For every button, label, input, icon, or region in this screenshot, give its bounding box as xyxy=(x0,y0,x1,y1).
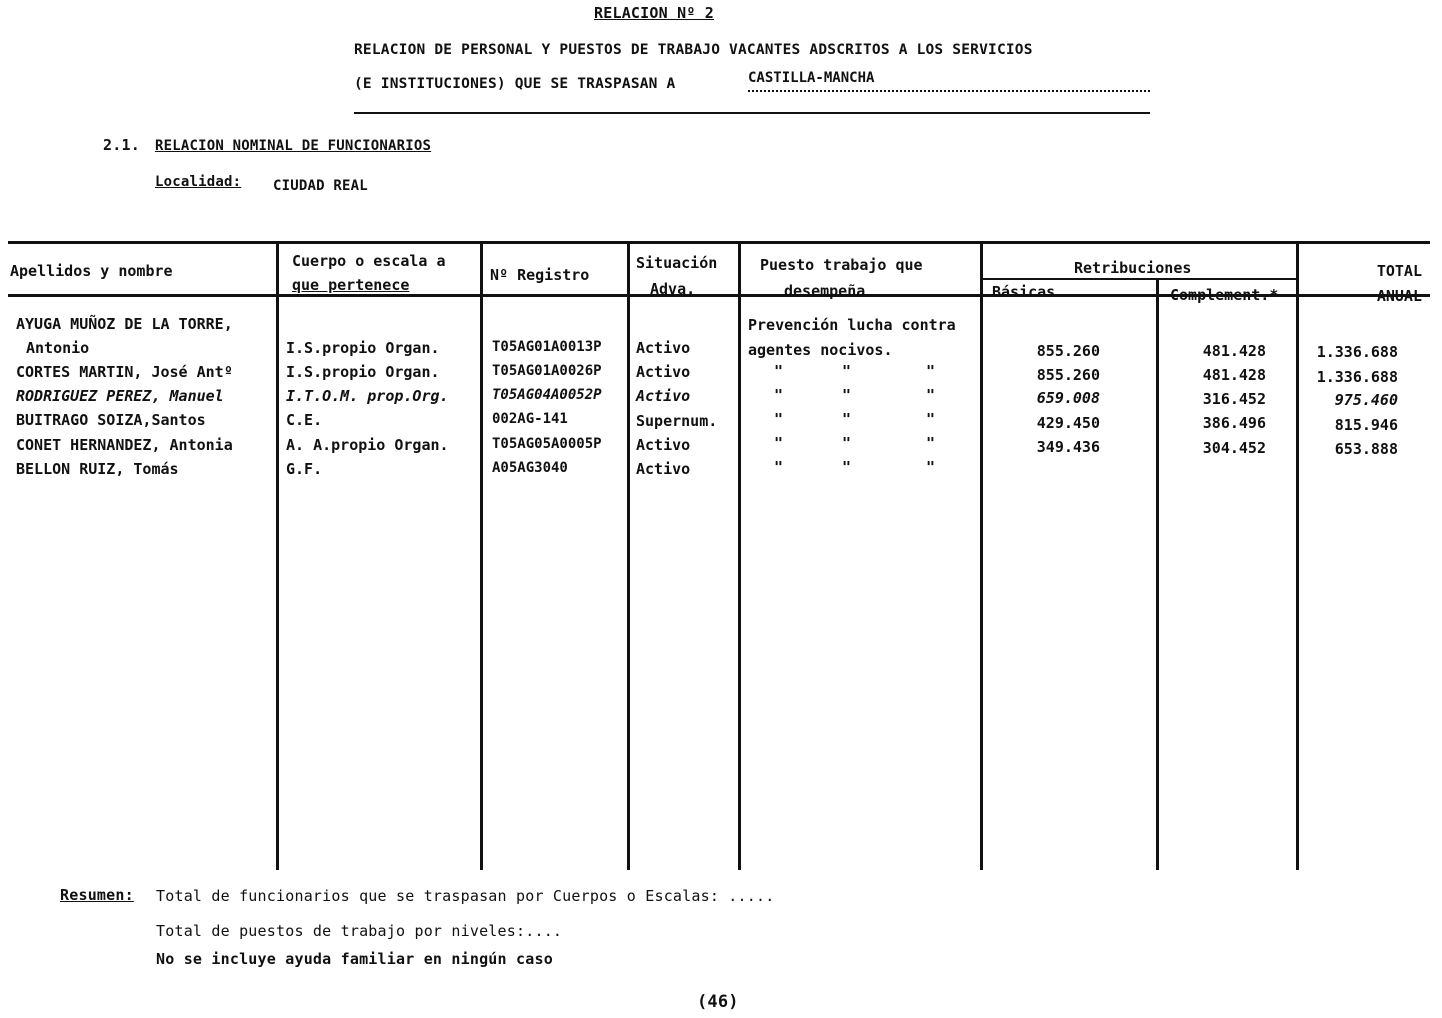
cell-nombre: BUITRAGO SOIZA,Santos xyxy=(16,411,206,429)
ditto-mark: " xyxy=(774,410,784,428)
ditto-mark: " xyxy=(926,458,936,476)
cell-cuerpo: A. A.propio Organ. xyxy=(286,436,449,454)
cell-nombre: BELLON RUIZ, Tomás xyxy=(16,460,179,478)
ditto-mark: " xyxy=(926,434,936,452)
cell-nombre: AYUGA MUÑOZ DE LA TORRE, xyxy=(16,315,233,333)
cell-situacion: Supernum. xyxy=(636,412,718,430)
header-situacion: Situación xyxy=(636,254,718,272)
cell-situacion: Activo xyxy=(636,436,691,454)
retribuciones-rule xyxy=(982,278,1298,280)
summary-line1: Total de funcionarios que se traspasan por Cuerpos o Escalas: ..... xyxy=(156,887,775,905)
cell-complement: 481.428 xyxy=(1202,366,1266,384)
cell-nombre: RODRIGUEZ PEREZ, Manuel xyxy=(16,387,224,405)
cell-registro: A05AG3040 xyxy=(492,460,568,476)
ditto-mark: " xyxy=(774,386,784,404)
ditto-mark: " xyxy=(774,458,784,476)
cell-total: 815.946 xyxy=(1334,416,1398,434)
cell-complement: 481.428 xyxy=(1202,342,1266,360)
header-total-line2: ANUAL xyxy=(1376,287,1422,305)
cell-basicas: 349.436 xyxy=(1036,438,1100,456)
header-cuerpo-line2: que pertenece xyxy=(292,276,410,294)
summary-line3: No se incluye ayuda familiar en ningún caso xyxy=(156,950,553,968)
column-divider xyxy=(1156,280,1159,870)
cell-registro: T05AG04A0052P xyxy=(492,387,602,403)
ditto-mark: " xyxy=(842,410,852,428)
page-number: (46) xyxy=(697,992,739,1012)
relation-number: RELACION Nº 2 xyxy=(594,4,714,22)
ditto-mark: " xyxy=(774,434,784,452)
header-total: TOTAL xyxy=(1376,262,1422,280)
summary-label: Resumen: xyxy=(60,886,134,904)
ditto-mark: " xyxy=(842,386,852,404)
column-divider xyxy=(276,244,279,870)
ditto-mark: " xyxy=(842,458,852,476)
header-puesto: Puesto trabajo que xyxy=(760,256,923,274)
localidad-label: Localidad: xyxy=(155,174,242,190)
cell-total: 1.336.688 xyxy=(1316,368,1398,386)
header-puesto-line2: desempeña xyxy=(784,282,866,300)
header-retribuciones: Retribuciones xyxy=(1074,259,1192,277)
cell-registro: 002AG-141 xyxy=(492,411,568,427)
cell-nombre: CONET HERNANDEZ, Antonia xyxy=(16,436,233,454)
ditto-mark: " xyxy=(926,362,936,380)
cell-situacion: Activo xyxy=(636,460,691,478)
cell-complement: 386.496 xyxy=(1202,414,1266,432)
cell-situacion: Activo xyxy=(636,339,691,357)
header-basicas: Básicas xyxy=(992,283,1056,301)
heading-rule xyxy=(354,112,1150,114)
cell-basicas: 855.260 xyxy=(1036,366,1100,384)
document-heading-line2: (E INSTITUCIONES) QUE SE TRASPASAN A xyxy=(354,76,676,92)
cell-situacion: Activo xyxy=(636,387,691,405)
cell-registro: T05AG01A0013P xyxy=(492,339,602,355)
cell-registro: T05AG05A0005P xyxy=(492,436,602,452)
header-registro: Nº Registro xyxy=(490,266,590,284)
column-divider xyxy=(738,244,741,870)
section-number: 2.1. xyxy=(103,136,140,154)
header-complement: Complement.* xyxy=(1170,286,1279,304)
cell-total: 975.460 xyxy=(1334,391,1398,409)
cell-puesto: Prevención lucha contra xyxy=(748,316,956,334)
region-name: CASTILLA-MANCHA xyxy=(748,70,875,86)
cell-puesto-line2: agentes nocivos. xyxy=(748,341,893,359)
column-divider xyxy=(627,244,630,870)
summary-line2: Total de puestos de trabajo por niveles:.... xyxy=(156,922,563,940)
region-dotted-fill xyxy=(748,90,1150,92)
ditto-mark: " xyxy=(926,410,936,428)
cell-total: 1.336.688 xyxy=(1316,343,1398,361)
cell-registro: T05AG01A0026P xyxy=(492,363,602,379)
ditto-mark: " xyxy=(842,362,852,380)
cell-cuerpo: I.T.O.M. prop.Org. xyxy=(286,387,449,405)
cell-cuerpo: I.S.propio Organ. xyxy=(286,363,440,381)
cell-total: 653.888 xyxy=(1334,440,1398,458)
header-cuerpo: Cuerpo o escala a xyxy=(292,252,446,270)
column-divider xyxy=(1296,244,1299,870)
cell-basicas: 429.450 xyxy=(1036,414,1100,432)
cell-cuerpo: C.E. xyxy=(286,411,323,429)
cell-cuerpo: I.S.propio Organ. xyxy=(286,339,440,357)
cell-complement: 304.452 xyxy=(1202,439,1266,457)
cell-basicas: 659.008 xyxy=(1036,389,1100,407)
ditto-mark: " xyxy=(842,434,852,452)
cell-nombre: CORTES MARTIN, José Antº xyxy=(16,363,233,381)
header-nombre: Apellidos y nombre xyxy=(10,262,173,280)
document-heading-line1: RELACION DE PERSONAL Y PUESTOS DE TRABAJO VACANTES ADSCRITOS A LOS SERVICIOS xyxy=(354,42,1033,58)
column-divider xyxy=(980,244,983,870)
table-top-rule xyxy=(8,241,1430,244)
cell-situacion: Activo xyxy=(636,363,691,381)
cell-cuerpo: G.F. xyxy=(286,460,323,478)
ditto-mark: " xyxy=(926,386,936,404)
ditto-mark: " xyxy=(774,362,784,380)
cell-complement: 316.452 xyxy=(1202,390,1266,408)
header-situacion-line2: Adva. xyxy=(650,280,696,298)
column-divider xyxy=(480,244,483,870)
section-title: RELACION NOMINAL DE FUNCIONARIOS xyxy=(155,138,432,154)
cell-basicas: 855.260 xyxy=(1036,342,1100,360)
localidad-value: CIUDAD REAL xyxy=(273,178,368,194)
cell-nombre-line2: Antonio xyxy=(26,339,90,357)
